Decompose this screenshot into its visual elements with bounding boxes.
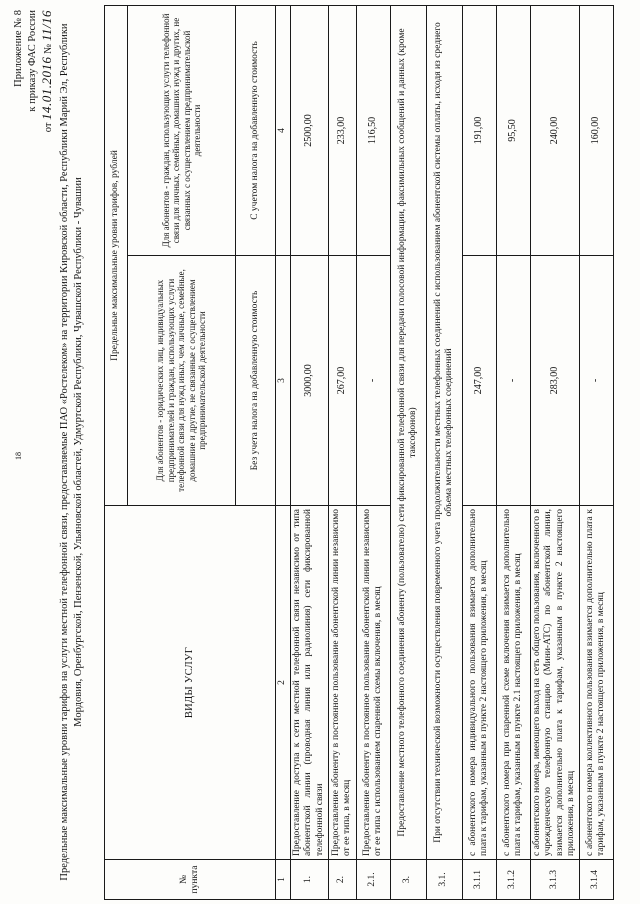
table-row — [496, 5, 530, 899]
row-value-with-vat: 116,50 — [356, 5, 390, 255]
row-service: с абонентского номера, имеющего выход на сеть общего пользования, включенного в учрежденческую телефонную станцию (Мини-АТС) по абонентской линии, взимается дополнительно плата к тарифам, указанным в пункте 2 настоящего приложения, в месяц — [530, 506, 579, 860]
row-value-without-vat: 247,00 — [462, 256, 496, 506]
row-service: с абонентского номера коллективного пользования взимается дополнительно плата к тарифам, указанным в пункте 2 настоящего приложения, в месяц — [579, 506, 613, 860]
column-number-row — [276, 5, 291, 899]
row-value-with-vat: 233,00 — [328, 5, 356, 255]
row-num: 3.1.4 — [579, 860, 613, 900]
appendix-from: от — [43, 122, 54, 133]
row-value-with-vat: 95,50 — [496, 5, 530, 255]
table-row — [290, 5, 328, 899]
row-value-with-vat: 2500,00 — [290, 5, 328, 255]
header-citizens: Для абонентов - граждан, использующих услуги телефонной связи для личных, семейных, домашних нужд и других, не связанных с осуществлением предпринимательской деятельности — [128, 5, 236, 255]
row-num: 3. — [390, 860, 426, 900]
row-value-without-vat: 267,00 — [328, 256, 356, 506]
appendix-number-label: № — [43, 43, 54, 54]
row-num: 3.1. — [426, 860, 462, 900]
appendix-line1: Приложение № 8 — [13, 10, 24, 87]
page-number: 18 — [14, 452, 23, 460]
colnum-2: 2 — [276, 506, 291, 860]
table-row — [328, 5, 356, 899]
colnum-1: 1 — [276, 860, 291, 900]
tariff-table — [104, 5, 614, 900]
document-title: Предельные максимальные уровни тарифов на услуги местной телефонной связи, предоставляемые ПАО «Ростелеком» на территории Кировской области, Республики Марий Эл, Республики Мордовия, Оренбургской, Пензенской, Ульяновской областей, Удмуртской Республики, Чувашской Республики - Чувашии — [59, 23, 84, 881]
row-value-without-vat: 283,00 — [530, 256, 579, 506]
row-num: 3.1.2 — [496, 860, 530, 900]
row-service: Предоставление абоненту в постоянное пользование абонентской линии независимо от ее типа, в месяц — [328, 506, 356, 860]
table-row — [579, 5, 613, 899]
appendix-number: 11/16 — [39, 10, 54, 42]
header-row-1 — [105, 5, 128, 899]
colnum-4: 4 — [276, 5, 291, 255]
row-value-without-vat: 3000,00 — [290, 256, 328, 506]
header-num: № пункта — [105, 860, 276, 900]
table-row — [356, 5, 390, 899]
row-section-title: Предоставление местного телефонного соединения абоненту (пользователю) сети фиксированной телефонной связи для передачи голосовой информации, факсимильных сообщений и данных (кроме таксофонов) — [390, 5, 426, 859]
row-value-with-vat: 160,00 — [579, 5, 613, 255]
row-section-title: При отсутствии технической возможности осуществления повременного учета продолжительности местных телефонных соединений с использованием абонентской системы оплаты, исходя из среднего объема местных телефонных соединений — [426, 5, 462, 859]
row-num: 3.1.3 — [530, 860, 579, 900]
appendix-line3 — [40, 10, 56, 132]
table-row — [390, 5, 426, 899]
header-with-vat: С учетом налога на добавленную стоимость — [236, 5, 276, 255]
row-service: Предоставление абоненту в постоянное пользование абонентской линии независимо от ее типа с использованием спаренной схемы включения, в месяц — [356, 506, 390, 860]
header-services: ВИДЫ УСЛУГ — [105, 506, 276, 860]
row-value-with-vat: 240,00 — [530, 5, 579, 255]
row-service: с абонентского номера индивидуального пользования взимается дополнительно плата к тарифам, указанным в пункте 2 настоящего приложения, в месяц — [462, 506, 496, 860]
appendix-date: 14.01.2016 — [39, 56, 54, 120]
table-row — [530, 5, 579, 899]
table-row — [462, 5, 496, 899]
row-num: 1. — [290, 860, 328, 900]
row-value-without-vat: - — [496, 256, 530, 506]
header-limits: Предельные максимальные уровни тарифов, рублей — [105, 5, 128, 505]
row-value-with-vat: 191,00 — [462, 5, 496, 255]
table-row — [426, 5, 462, 899]
row-num: 2. — [328, 860, 356, 900]
header-legal: Для абонентов - юридических лиц, индивидуальных предпринимателей и граждан, использующих услуги телефонной связи для нужд иных, чем личные, семейные, домашние и другие, не связанные с осуществлением предпринимательской деятельности — [128, 256, 236, 506]
header-without-vat: Без учета налога на добавленную стоимость — [236, 256, 276, 506]
row-value-without-vat: - — [356, 256, 390, 506]
row-service: с абонентского номера при спаренной схеме включения взимается дополнительно плата к тарифам, указанным в пункте 2.1 настоящего приложения, в месяц — [496, 506, 530, 860]
colnum-3: 3 — [276, 256, 291, 506]
row-num: 2.1. — [356, 860, 390, 900]
row-value-without-vat: - — [579, 256, 613, 506]
row-num: 3.1.1 — [462, 860, 496, 900]
appendix-line2: к приказу ФАС России — [27, 10, 38, 112]
appendix-note — [12, 10, 56, 132]
row-service: Предоставление доступа к сети местной телефонной связи независимо от типа абонентской линии (проводная линия или радиолиния) сети фиксированной телефонной связи — [290, 506, 328, 860]
